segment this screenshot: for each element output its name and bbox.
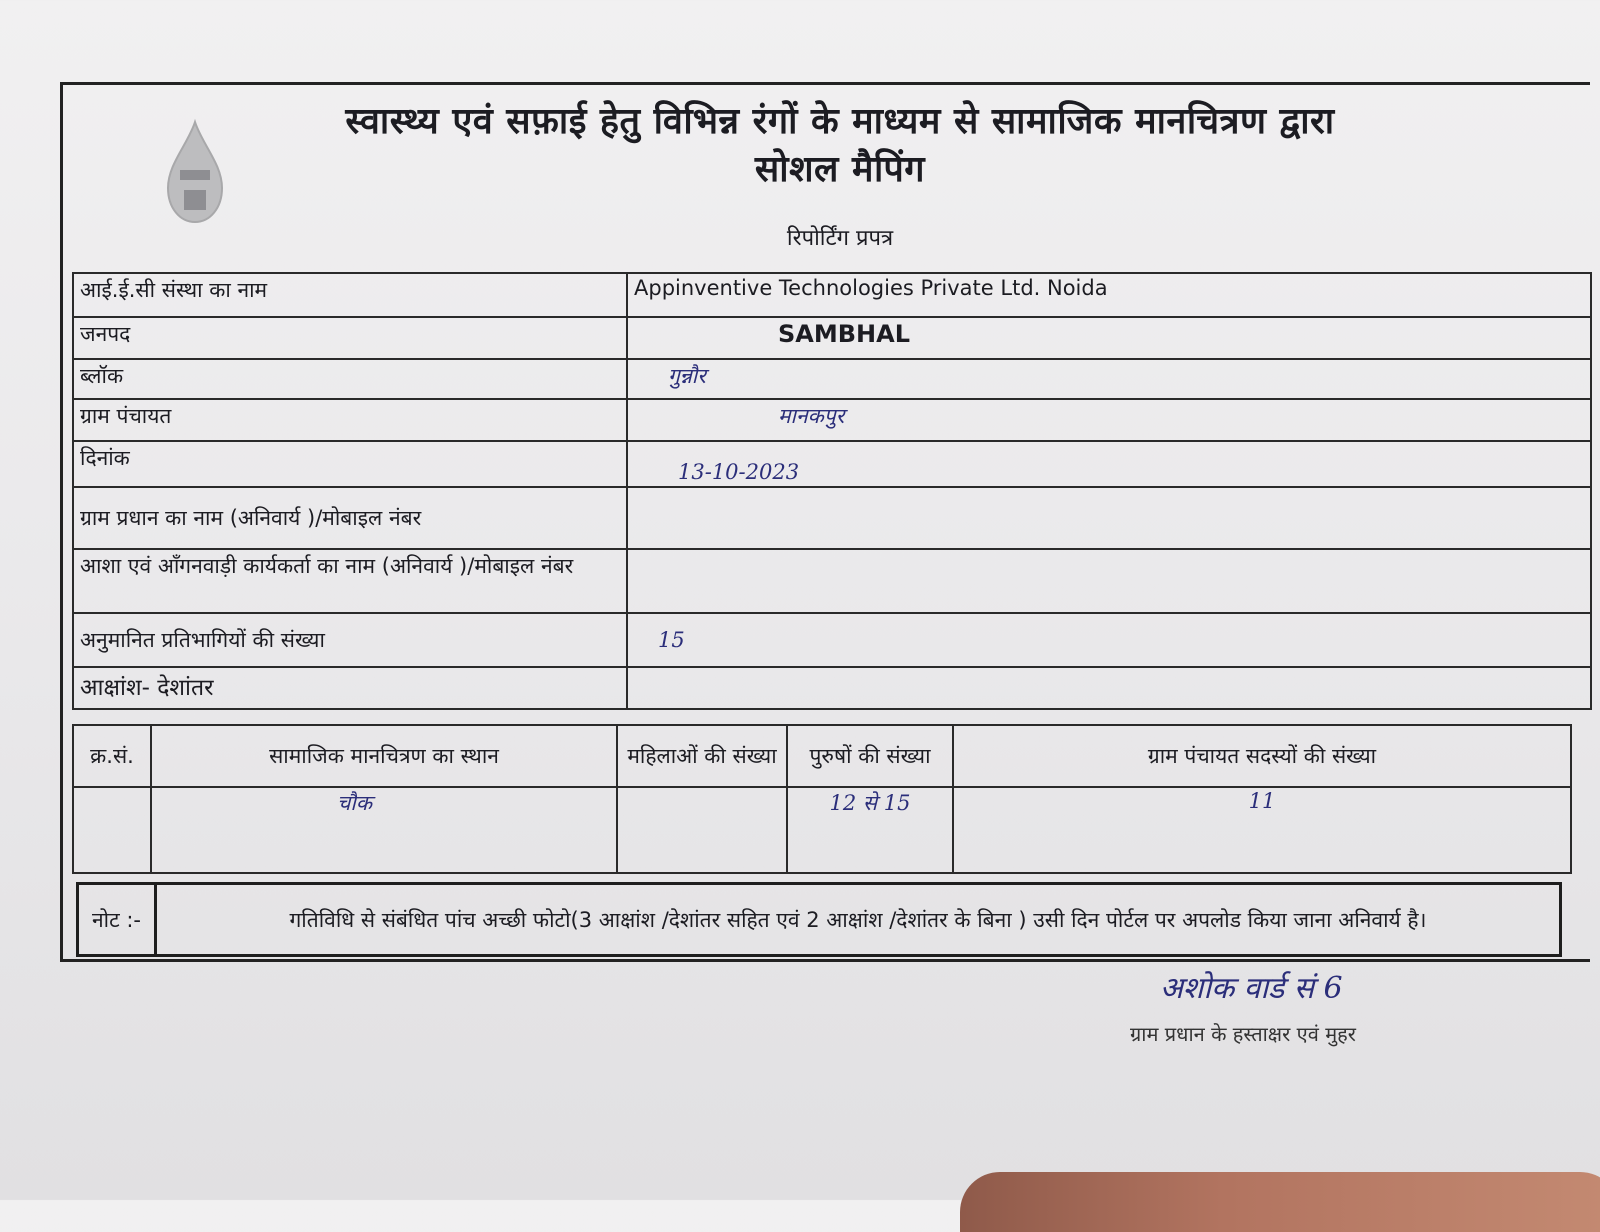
note-text: गतिविधि से संबंधित पांच अच्छी फोटो(3 आक्षांश /देशांतर सहित एवं 2 आक्षांश /देशांतर के बिना ) उसी दिन पोर्टल पर अपलोड किया जाना अनिवार्य है।: [156, 884, 1561, 956]
organisation-value: Appinventive Technologies Private Ltd. Noida: [627, 273, 1591, 317]
mapping-header-row: [73, 725, 1571, 787]
block-value: गुन्नौर: [627, 359, 1591, 399]
field-row: [73, 317, 1591, 359]
pradhan-value: [627, 487, 1591, 549]
lat-long-value: [627, 667, 1591, 709]
table-cell: 11: [953, 787, 1571, 873]
table-cell: 12 से 15: [787, 787, 953, 873]
field-label: आक्षांश- देशांतर: [73, 667, 627, 709]
column-header: महिलाओं की संख्या: [617, 725, 787, 787]
field-row: [73, 667, 1591, 709]
field-row: [73, 549, 1591, 613]
note-row: [78, 884, 1561, 956]
asha-value: [627, 549, 1591, 613]
field-row: [73, 399, 1591, 441]
field-label: आई.ई.सी संस्था का नाम: [73, 273, 627, 317]
signature-label: ग्राम प्रधान के हस्ताक्षर एवं मुहर: [1130, 1022, 1356, 1046]
field-label: ग्राम प्रधान का नाम (अनिवार्य )/मोबाइल नंबर: [73, 487, 627, 549]
field-row: [73, 359, 1591, 399]
fingers-in-photo: [960, 1172, 1600, 1232]
field-label: आशा एवं आँगनवाड़ी कार्यकर्ता का नाम (अनिवार्य )/मोबाइल नंबर: [73, 549, 627, 613]
document-title: [280, 98, 1400, 194]
table-cell: [73, 787, 151, 873]
table-row: [73, 787, 1571, 873]
field-label: दिनांक: [73, 441, 627, 487]
field-row: [73, 273, 1591, 317]
table-cell: [617, 787, 787, 873]
document-subtitle: रिपोर्टिंग प्रपत्र: [786, 226, 894, 251]
field-label: जनपद: [73, 317, 627, 359]
column-header: सामाजिक मानचित्रण का स्थान: [151, 725, 617, 787]
field-row: [73, 613, 1591, 667]
participants-value: 15: [627, 613, 1591, 667]
field-label: अनुमानित प्रतिभागियों की संख्या: [73, 613, 627, 667]
column-header: पुरुषों की संख्या: [787, 725, 953, 787]
gram-panchayat-value: मानकपुर: [627, 399, 1591, 441]
note-box: [76, 882, 1562, 957]
details-table: [72, 272, 1592, 710]
pradhan-signature: अशोक वार्ड सं 6: [1160, 971, 1343, 1006]
note-label: नोट :-: [78, 884, 156, 956]
field-label: ब्लॉक: [73, 359, 627, 399]
date-value: 13-10-2023: [627, 441, 1591, 487]
title-line-1: स्वास्थ्य एवं सफ़ाई हेतु विभिन्न रंगों के माध्यम से सामाजिक मानचित्रण द्वारा: [345, 101, 1335, 142]
title-line-2: सोशल मैपिंग: [754, 149, 926, 190]
column-header: ग्राम पंचायत सदस्यों की संख्या: [953, 725, 1571, 787]
mapping-table: [72, 724, 1572, 874]
field-row: [73, 487, 1591, 549]
district-value: SAMBHAL: [627, 317, 1591, 359]
water-drop-logo-icon: [160, 118, 230, 228]
table-cell: चौक: [151, 787, 617, 873]
column-header: क्र.सं.: [73, 725, 151, 787]
field-row: [73, 441, 1591, 487]
field-label: ग्राम पंचायत: [73, 399, 627, 441]
